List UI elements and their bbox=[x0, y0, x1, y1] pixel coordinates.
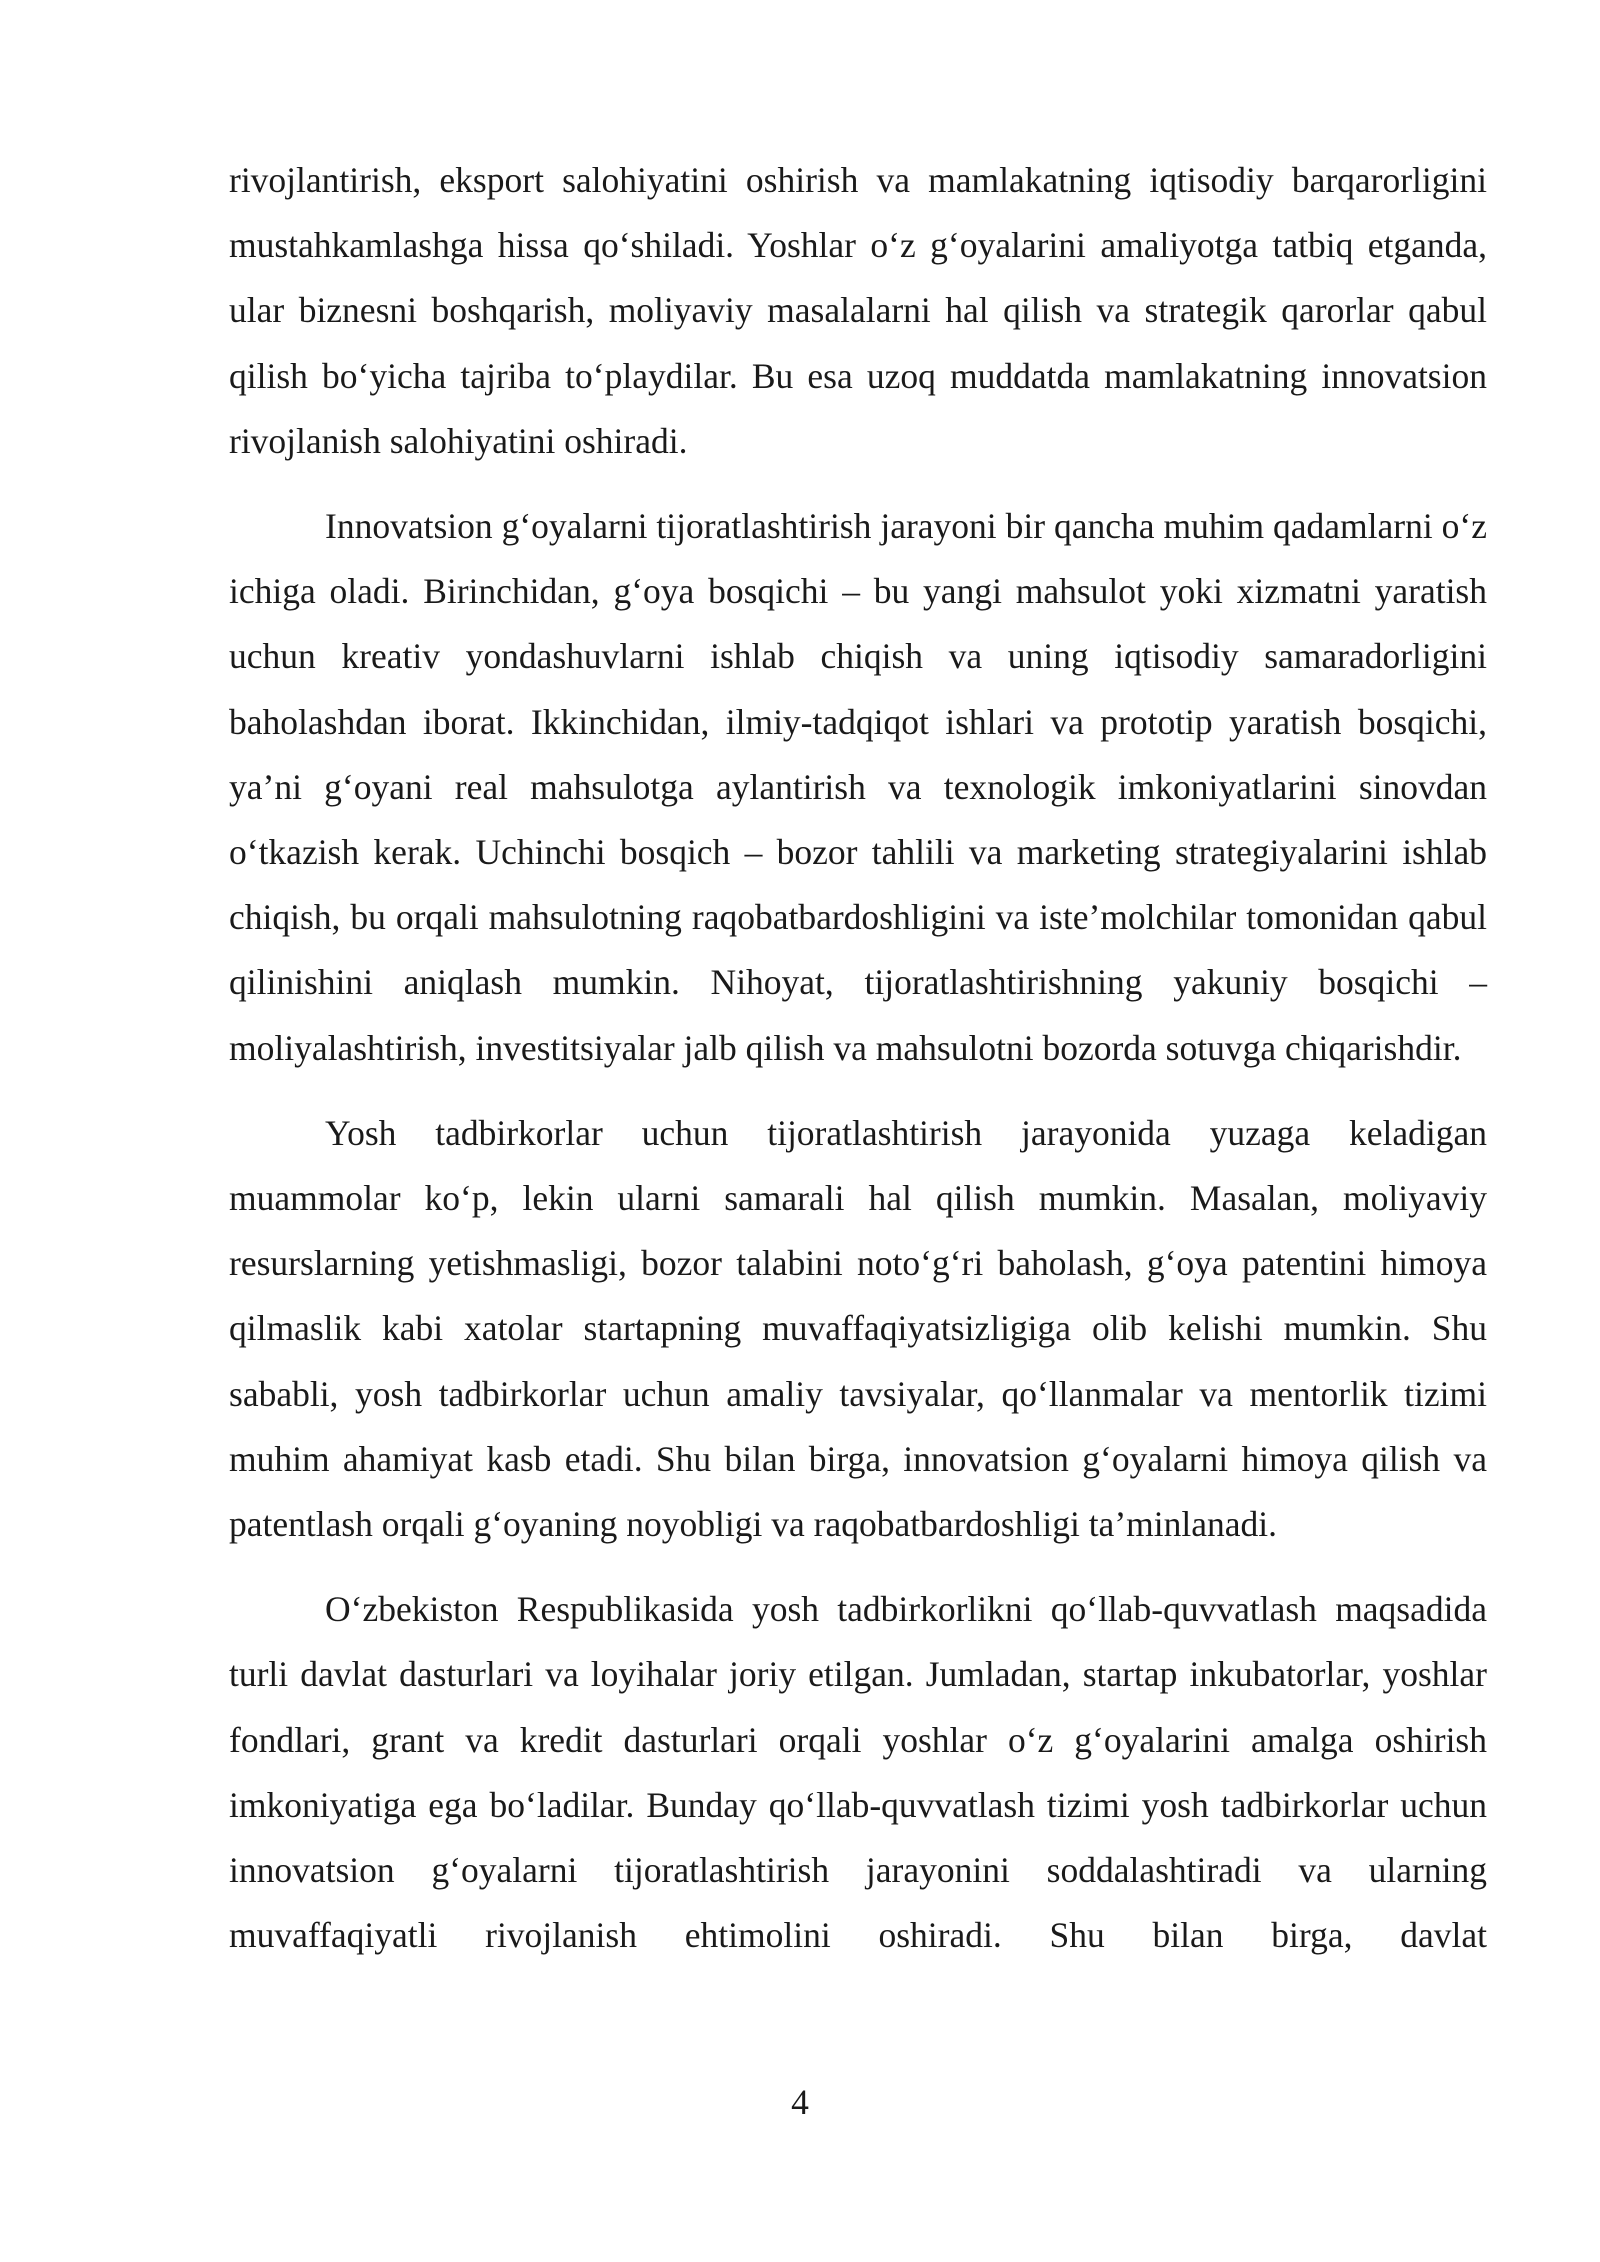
paragraph-3: Yosh tadbirkorlar uchun tijoratlashtirish jarayonida yuzaga keladigan muammolar ko‘p, lekin ularni samarali hal qilish mumkin. Masalan, moliyaviy resurslarning yetishmasligi, bozor talabini noto‘g‘ri baholash, g‘oya patentini himoya qilmaslik kabi xatolar startapning muvaffaqiyatsizligiga olib kelishi mumkin. Shu sababli, yosh tadbirkorlar uchun amaliy tavsiyalar, qo‘llanmalar va mentorlik tizimi muhim ahamiyat kasb etadi. Shu bilan birga, innovatsion g‘oyalarni himoya qilish va patentlash orqali g‘oyaning noyobligi va raqobatbardoshligi ta’minlanadi. bbox=[229, 1112, 1487, 1545]
body-text bbox=[229, 148, 1487, 1988]
page-number: 4 bbox=[791, 2082, 809, 2122]
paragraph-4: O‘zbekiston Respublikasida yosh tadbirkorlikni qo‘llab-quvvatlash maqsadida turli davlat dasturlari va loyihalar joriy etilgan. Jumladan, startap inkubatorlar, yoshlar fondlari, grant va kredit dasturlari orqali yoshlar o‘z g‘oyalarini amalga oshirish imkoniyatiga ega bo‘ladilar. Bunday qo‘llab-quvvatlash tizimi yosh tadbirkorlar uchun innovatsion g‘oyalarni tijoratlashtirish jarayonini soddalashtiradi va ularning muvaffaqiyatli rivojlanish ehtimolini oshiradi. Shu bilan birga, davlat bbox=[229, 1589, 1487, 1956]
paragraph-2: Innovatsion g‘oyalarni tijoratlashtirish jarayoni bir qancha muhim qadamlarni o‘z ichiga oladi. Birinchidan, g‘oya bosqichi – bu yangi mahsulot yoki xizmatni yaratish uchun kreativ yondashuvlarni ishlab chiqish va uning iqtisodiy samaradorligini baholashdan iborat. Ikkinchidan, ilmiy-tadqiqot ishlari va prototip yaratish bosqichi, ya’ni g‘oyani real mahsulotga aylantirish va texnologik imkoniyatlarini sinovdan o‘tkazish kerak. Uchinchi bosqich – bozor tahlili va marketing strategiyalarini ishlab chiqish, bu orqali mahsulotning raqobatbardoshligini va iste’molchilar tomonidan qabul qilinishini aniqlash mumkin. Nihoyat, tijoratlashtirishning yakuniy bosqichi – moliyalashtirish, investitsiyalar jalb qilish va mahsulotni bozorda sotuvga chiqarishdir. bbox=[229, 506, 1487, 1068]
paragraph-1: rivojlantirish, eksport salohiyatini oshirish va mamlakatning iqtisodiy barqarorligini mustahkamlashga hissa qo‘shiladi. Yoshlar o‘z g‘oyalarini amaliyotga tatbiq etganda, ular biznesni boshqarish, moliyaviy masalalarni hal qilish va strategik qarorlar qabul qilish bo‘yicha tajriba to‘playdilar. Bu esa uzoq muddatda mamlakatning innovatsion rivojlanish salohiyatini oshiradi. bbox=[229, 160, 1487, 461]
